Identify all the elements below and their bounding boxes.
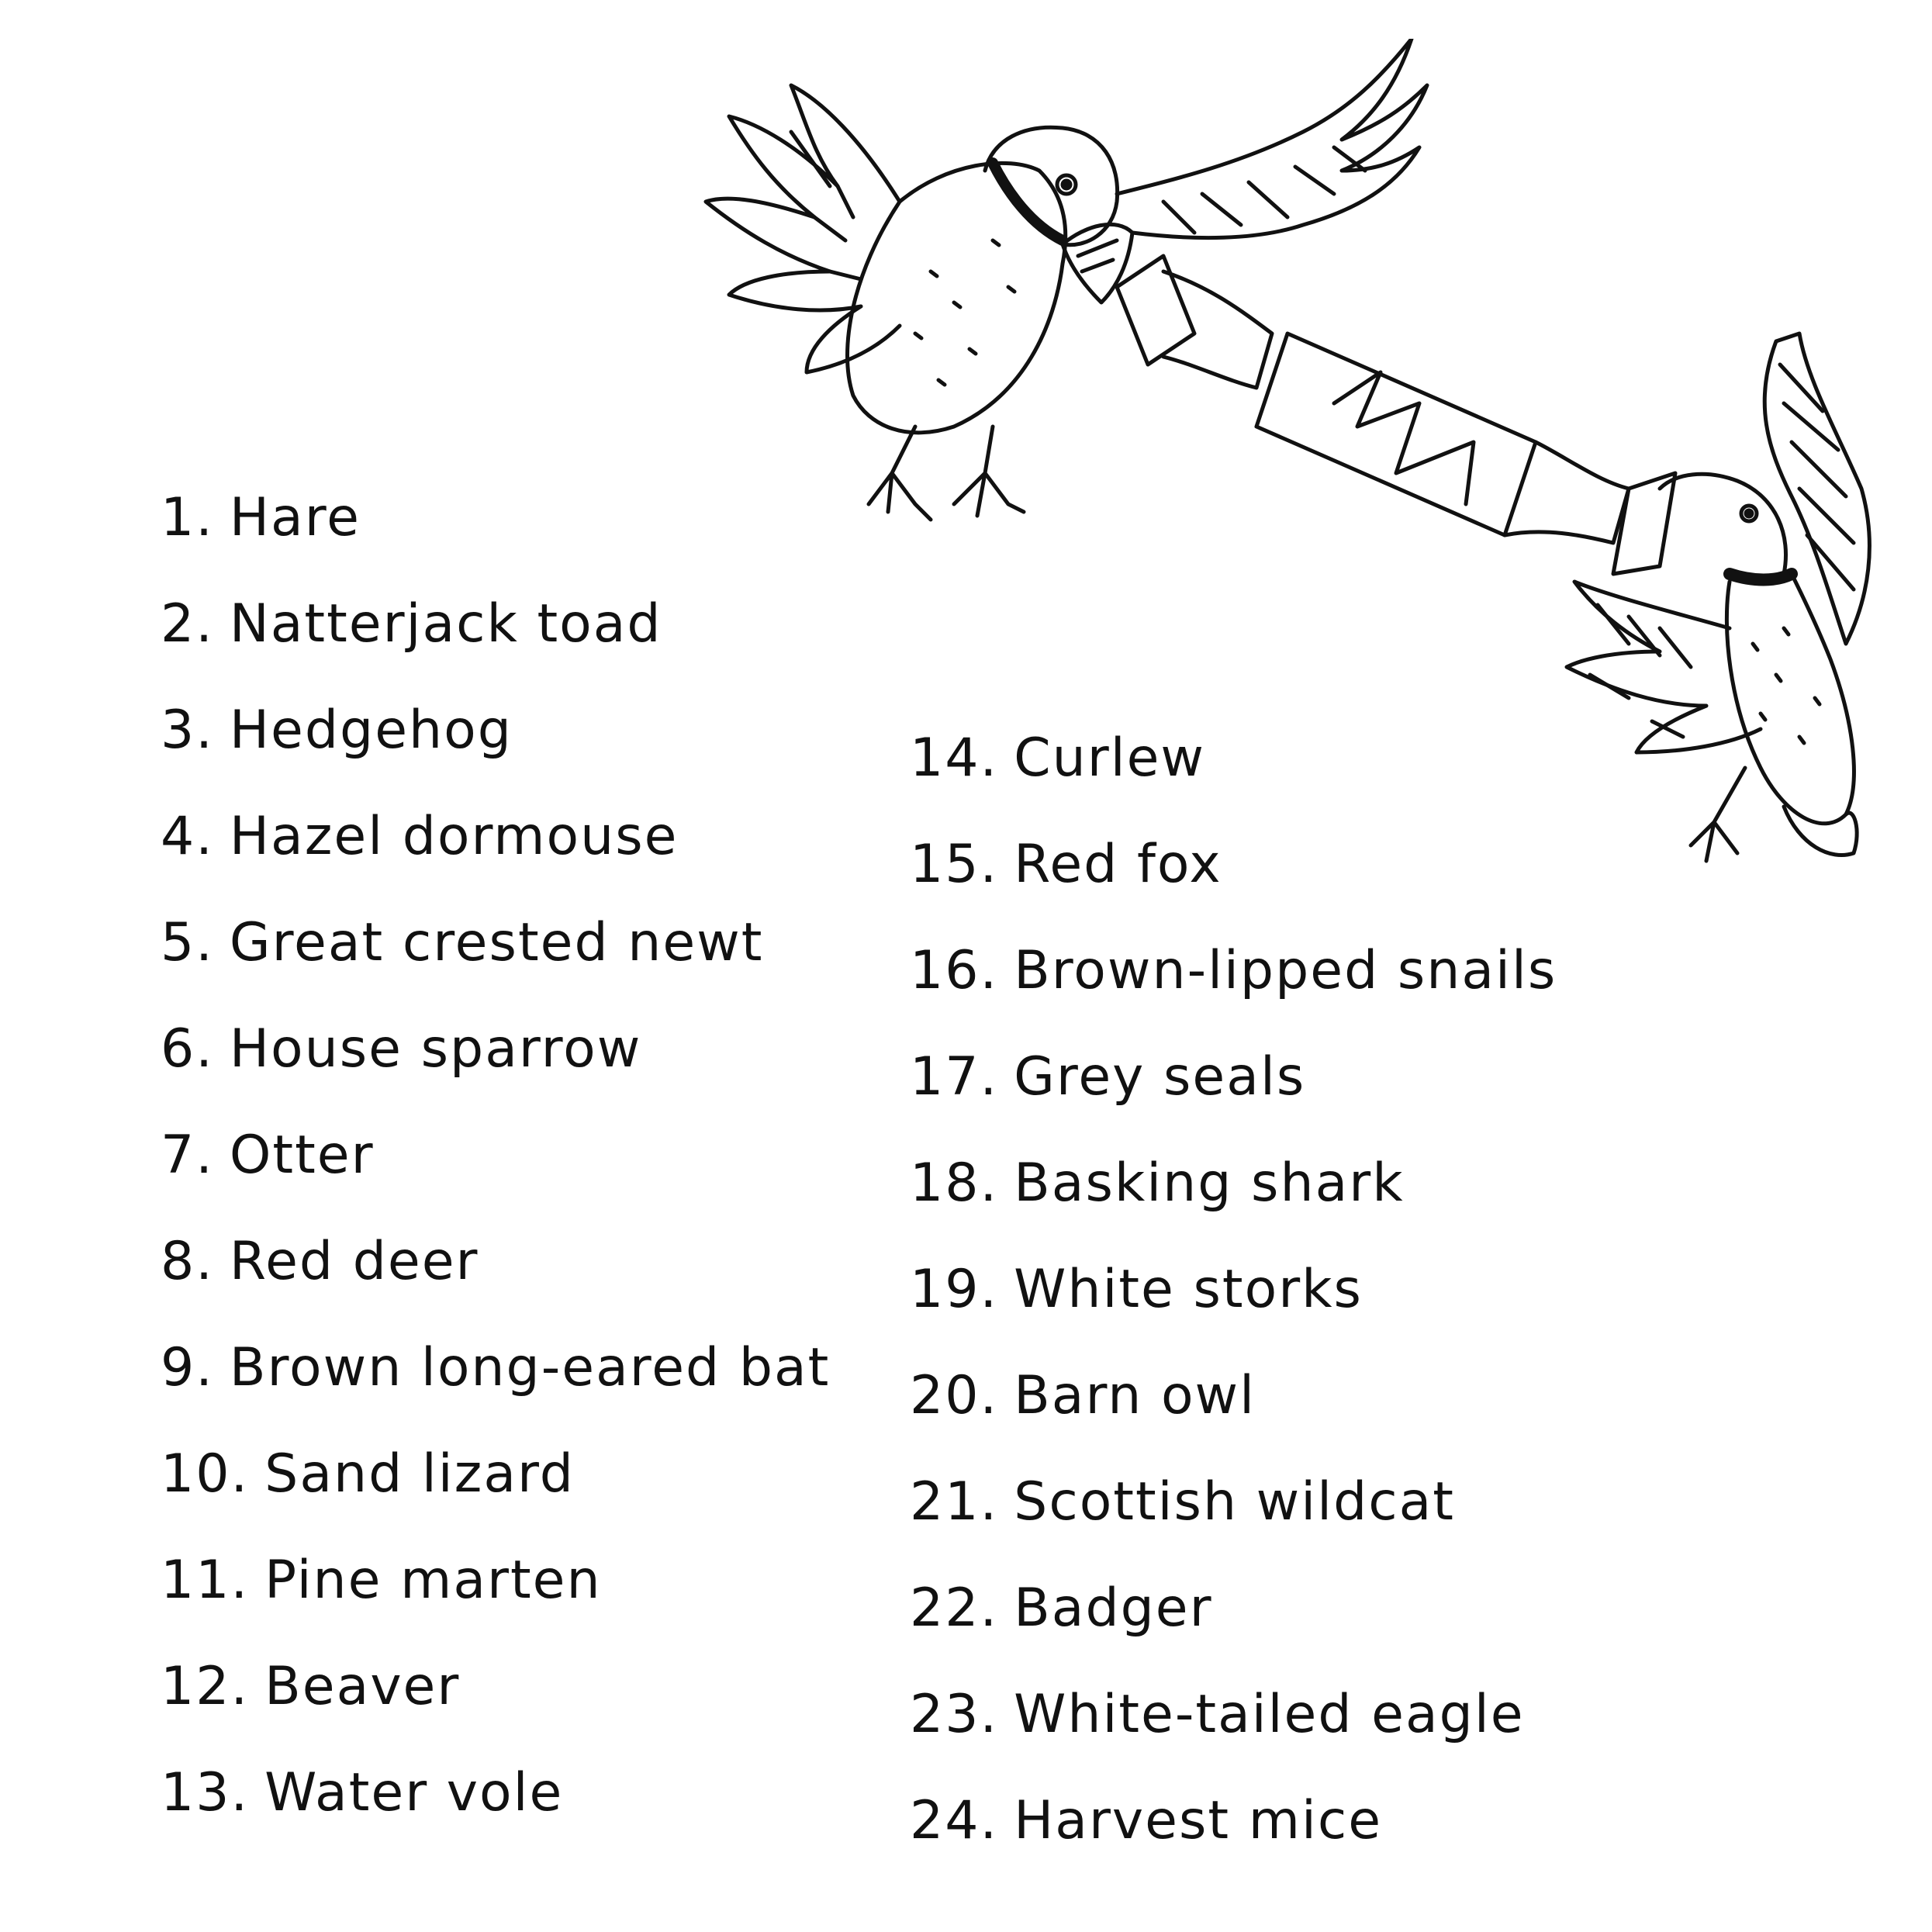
item-number: 2. <box>161 593 214 655</box>
item-number: 7. <box>161 1125 214 1186</box>
item-number: 23. <box>910 1684 999 1745</box>
list-item <box>910 1782 1557 1889</box>
item-name: Otter <box>229 1125 375 1186</box>
list-item <box>161 1223 830 1329</box>
item-number: 3. <box>161 700 214 761</box>
puffin-right-icon <box>1567 334 1869 861</box>
item-number: 20. <box>910 1365 999 1426</box>
list-item <box>910 1039 1557 1145</box>
list-item <box>910 1357 1557 1464</box>
item-number: 15. <box>910 834 999 895</box>
list-item <box>161 1542 830 1648</box>
list-item <box>910 1464 1557 1570</box>
item-number: 14. <box>910 728 999 789</box>
item-name: Barn owl <box>1014 1365 1256 1426</box>
item-name: Red fox <box>1014 834 1222 895</box>
item-number: 11. <box>161 1550 250 1611</box>
item-name: Pine marten <box>264 1550 602 1611</box>
item-name: Hare <box>229 487 361 548</box>
item-number: 16. <box>910 940 999 1001</box>
list-item <box>161 798 830 904</box>
item-name: Sand lizard <box>264 1443 575 1505</box>
item-number: 17. <box>910 1046 999 1108</box>
item-name: White storks <box>1014 1259 1363 1320</box>
list-item <box>161 1329 830 1436</box>
list-item <box>161 1648 830 1754</box>
item-number: 21. <box>910 1471 999 1533</box>
item-name: Natterjack toad <box>229 593 662 655</box>
item-number: 9. <box>161 1337 214 1398</box>
item-name: Brown long-eared bat <box>229 1337 831 1398</box>
list-item <box>161 479 830 586</box>
item-name: Great crested newt <box>229 912 764 973</box>
list-item <box>161 1117 830 1223</box>
list-item <box>161 692 830 798</box>
list-item <box>910 932 1557 1039</box>
item-name: Scottish wildcat <box>1014 1471 1455 1533</box>
cracker-icon <box>1117 256 1675 574</box>
list-item <box>161 1436 830 1542</box>
item-number: 22. <box>910 1578 999 1639</box>
item-name: Grey seals <box>1014 1046 1306 1108</box>
list-item <box>161 1754 830 1861</box>
item-number: 8. <box>161 1231 214 1292</box>
item-number: 18. <box>910 1153 999 1214</box>
list-item <box>910 720 1557 826</box>
item-name: White-tailed eagle <box>1014 1684 1525 1745</box>
item-number: 4. <box>161 806 214 867</box>
list-item <box>910 1570 1557 1676</box>
puffin-left-icon <box>706 39 1427 520</box>
species-list-right <box>910 720 1557 1889</box>
item-number: 13. <box>161 1762 250 1823</box>
list-item <box>161 586 830 692</box>
item-name: Hazel dormouse <box>229 806 679 867</box>
list-item <box>910 1145 1557 1251</box>
item-number: 5. <box>161 912 214 973</box>
item-name: Beaver <box>264 1656 461 1717</box>
list-item <box>910 826 1557 932</box>
item-name: Water vole <box>264 1762 564 1823</box>
item-name: House sparrow <box>229 1018 642 1080</box>
item-name: Badger <box>1014 1578 1213 1639</box>
item-name: Hedgehog <box>229 700 513 761</box>
item-name: Harvest mice <box>1014 1790 1383 1851</box>
item-number: 10. <box>161 1443 250 1505</box>
list-item <box>161 1011 830 1117</box>
item-number: 12. <box>161 1656 250 1717</box>
item-name: Red deer <box>229 1231 479 1292</box>
item-name: Basking shark <box>1014 1153 1405 1214</box>
list-item <box>910 1251 1557 1357</box>
list-item <box>910 1676 1557 1782</box>
item-name: Curlew <box>1014 728 1206 789</box>
item-number: 1. <box>161 487 214 548</box>
item-number: 19. <box>910 1259 999 1320</box>
species-list-left <box>161 479 830 1861</box>
list-item <box>161 904 830 1011</box>
item-name: Brown-lipped snails <box>1014 940 1557 1001</box>
item-number: 6. <box>161 1018 214 1080</box>
item-number: 24. <box>910 1790 999 1851</box>
